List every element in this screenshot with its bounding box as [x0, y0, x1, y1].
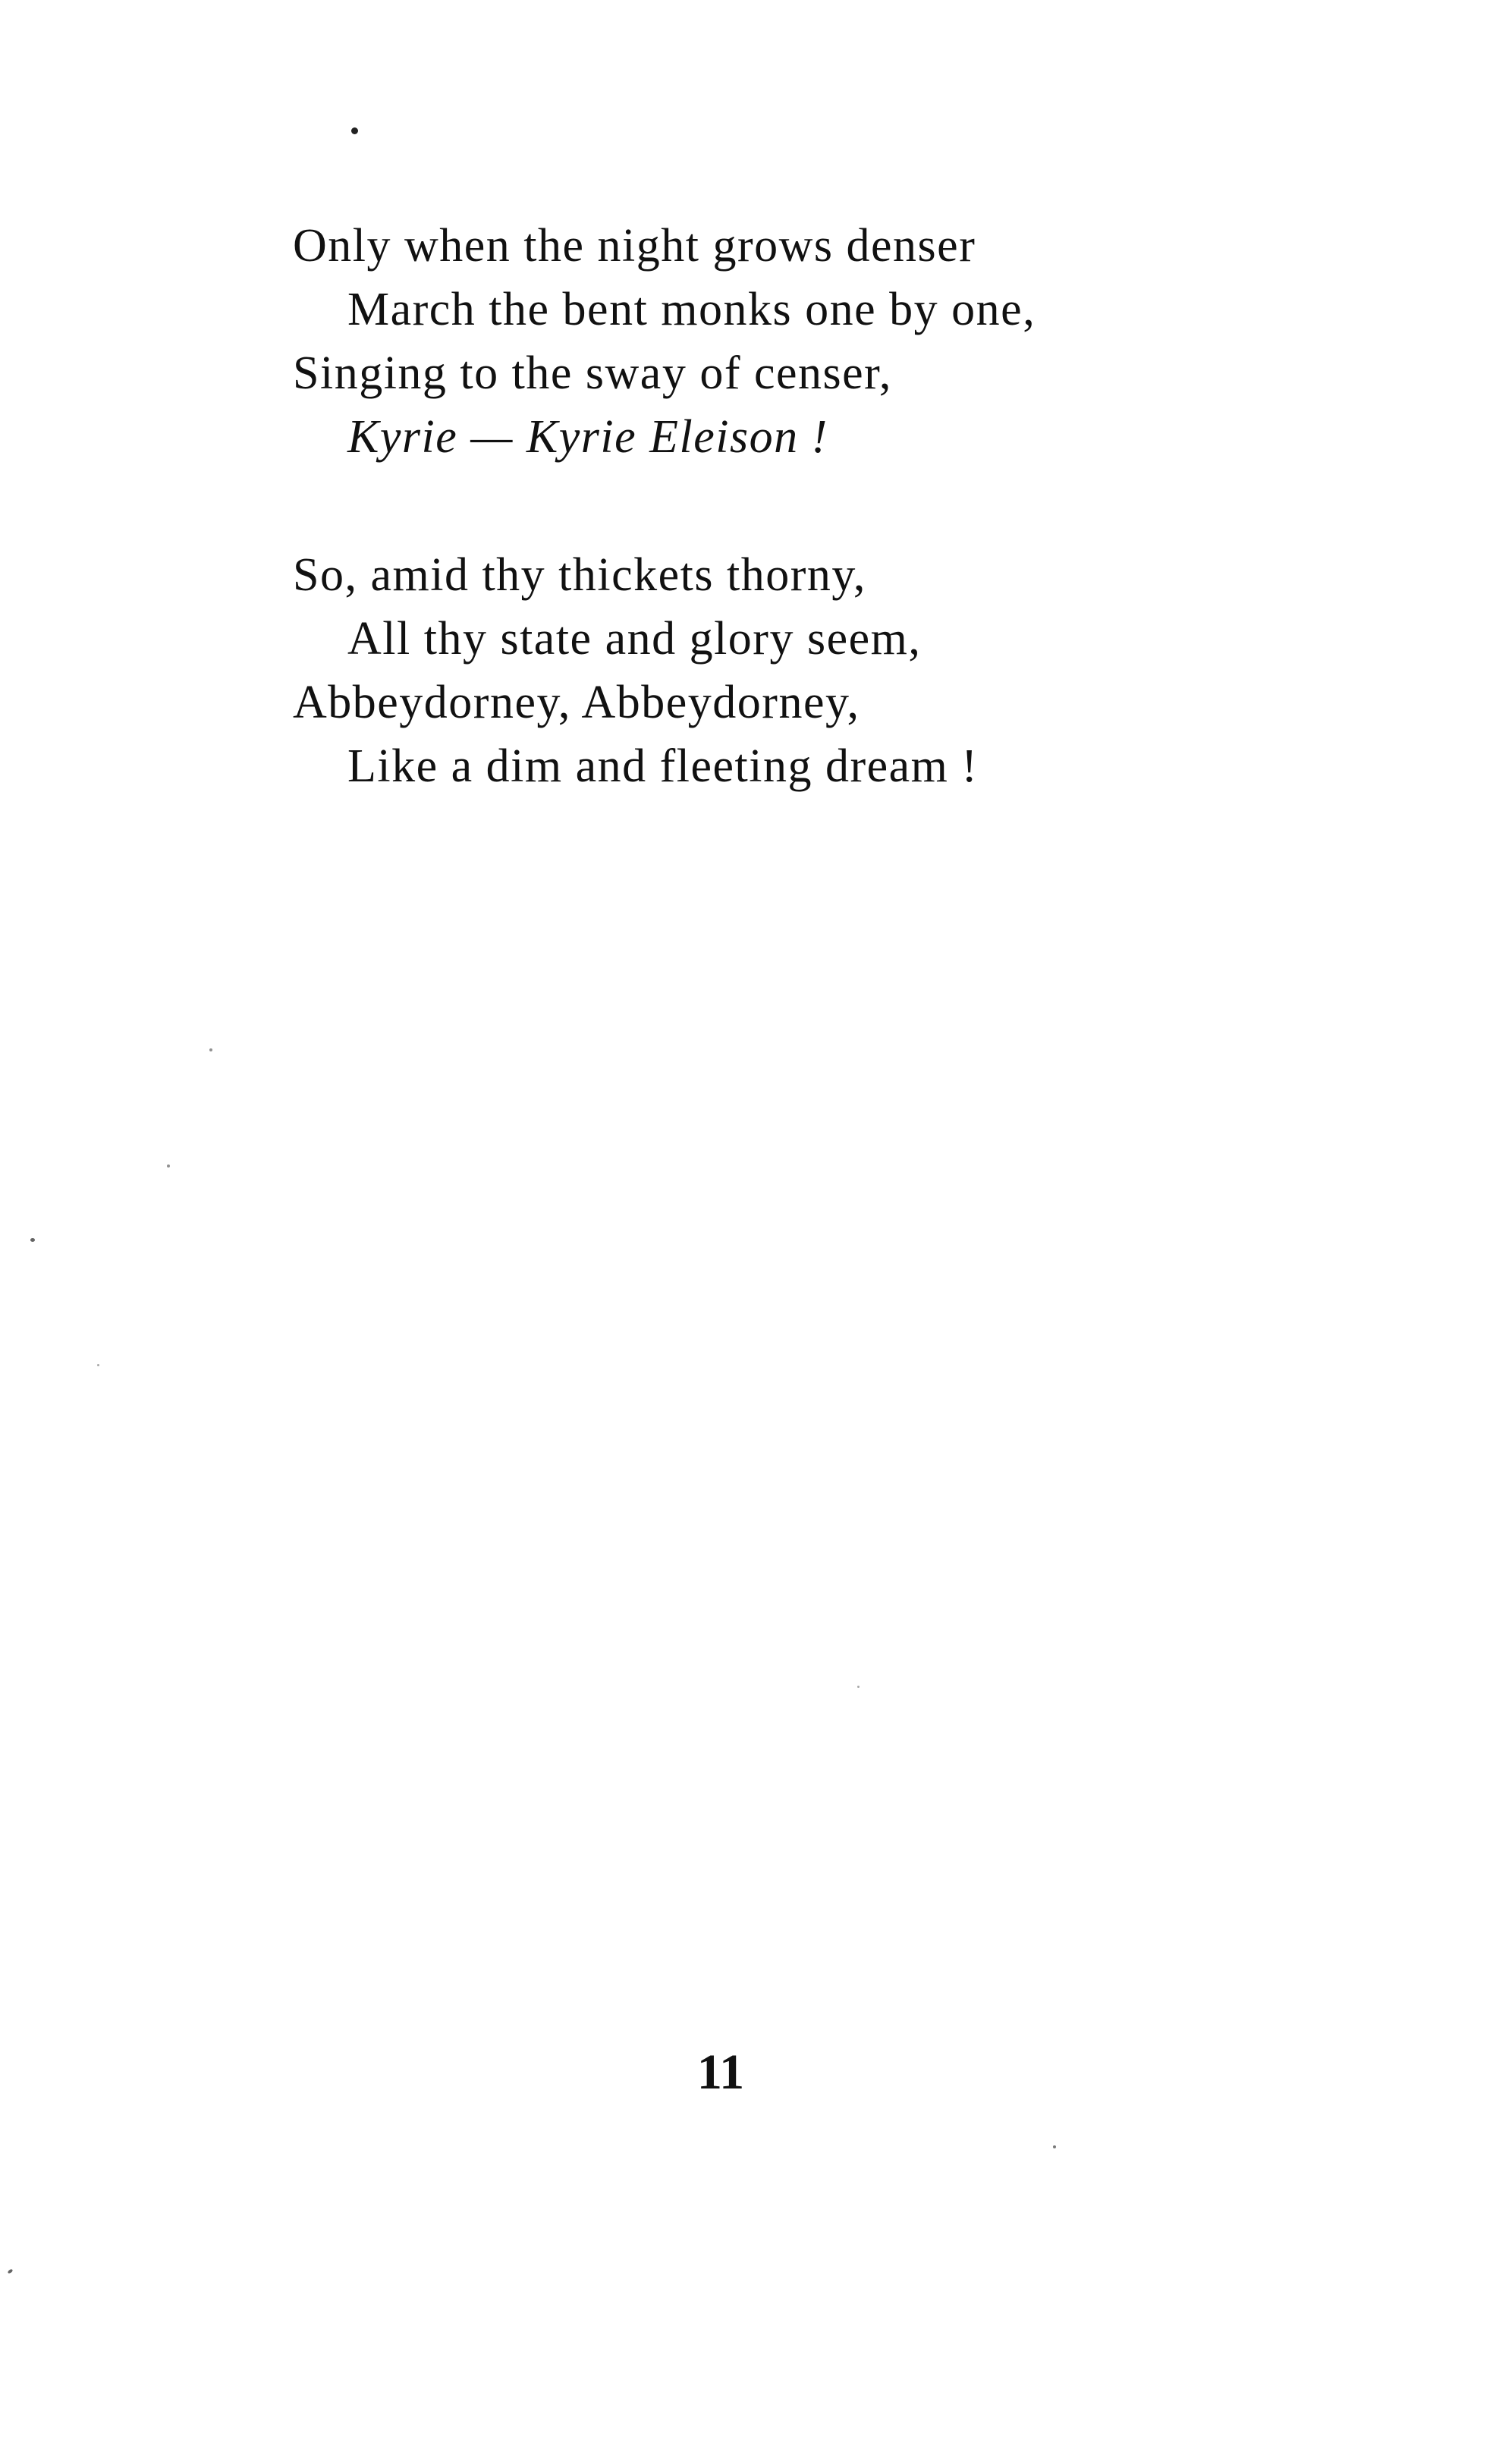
poem-line: Like a dim and fleeting dream !: [347, 740, 979, 792]
print-speck: [1053, 2145, 1056, 2148]
poem-line: March the bent monks one by one,: [347, 284, 1036, 335]
print-speck: [7, 2268, 13, 2274]
poem-line: Only when the night grows denser: [293, 220, 976, 272]
print-speck: [167, 1164, 170, 1168]
stanza-1: [293, 214, 1279, 469]
poem-line: So, amid thy thickets thorny,: [293, 549, 866, 601]
poem-line: Abbeydorney, Abbeydorney,: [293, 677, 860, 728]
poem-line: Singing to the sway of censer,: [293, 347, 892, 399]
stanza-2: [293, 543, 1279, 798]
page-number: 11: [696, 2044, 745, 2100]
print-speck: [30, 1238, 35, 1242]
poem-line-refrain: Kyrie — Kyrie Eleison !: [347, 411, 828, 463]
print-speck: [351, 127, 358, 134]
poem-line: All thy state and glory seem,: [347, 613, 922, 665]
print-speck: [97, 1364, 99, 1366]
print-speck: [209, 1048, 212, 1051]
poem: [293, 214, 1279, 872]
print-speck: [857, 1686, 860, 1688]
